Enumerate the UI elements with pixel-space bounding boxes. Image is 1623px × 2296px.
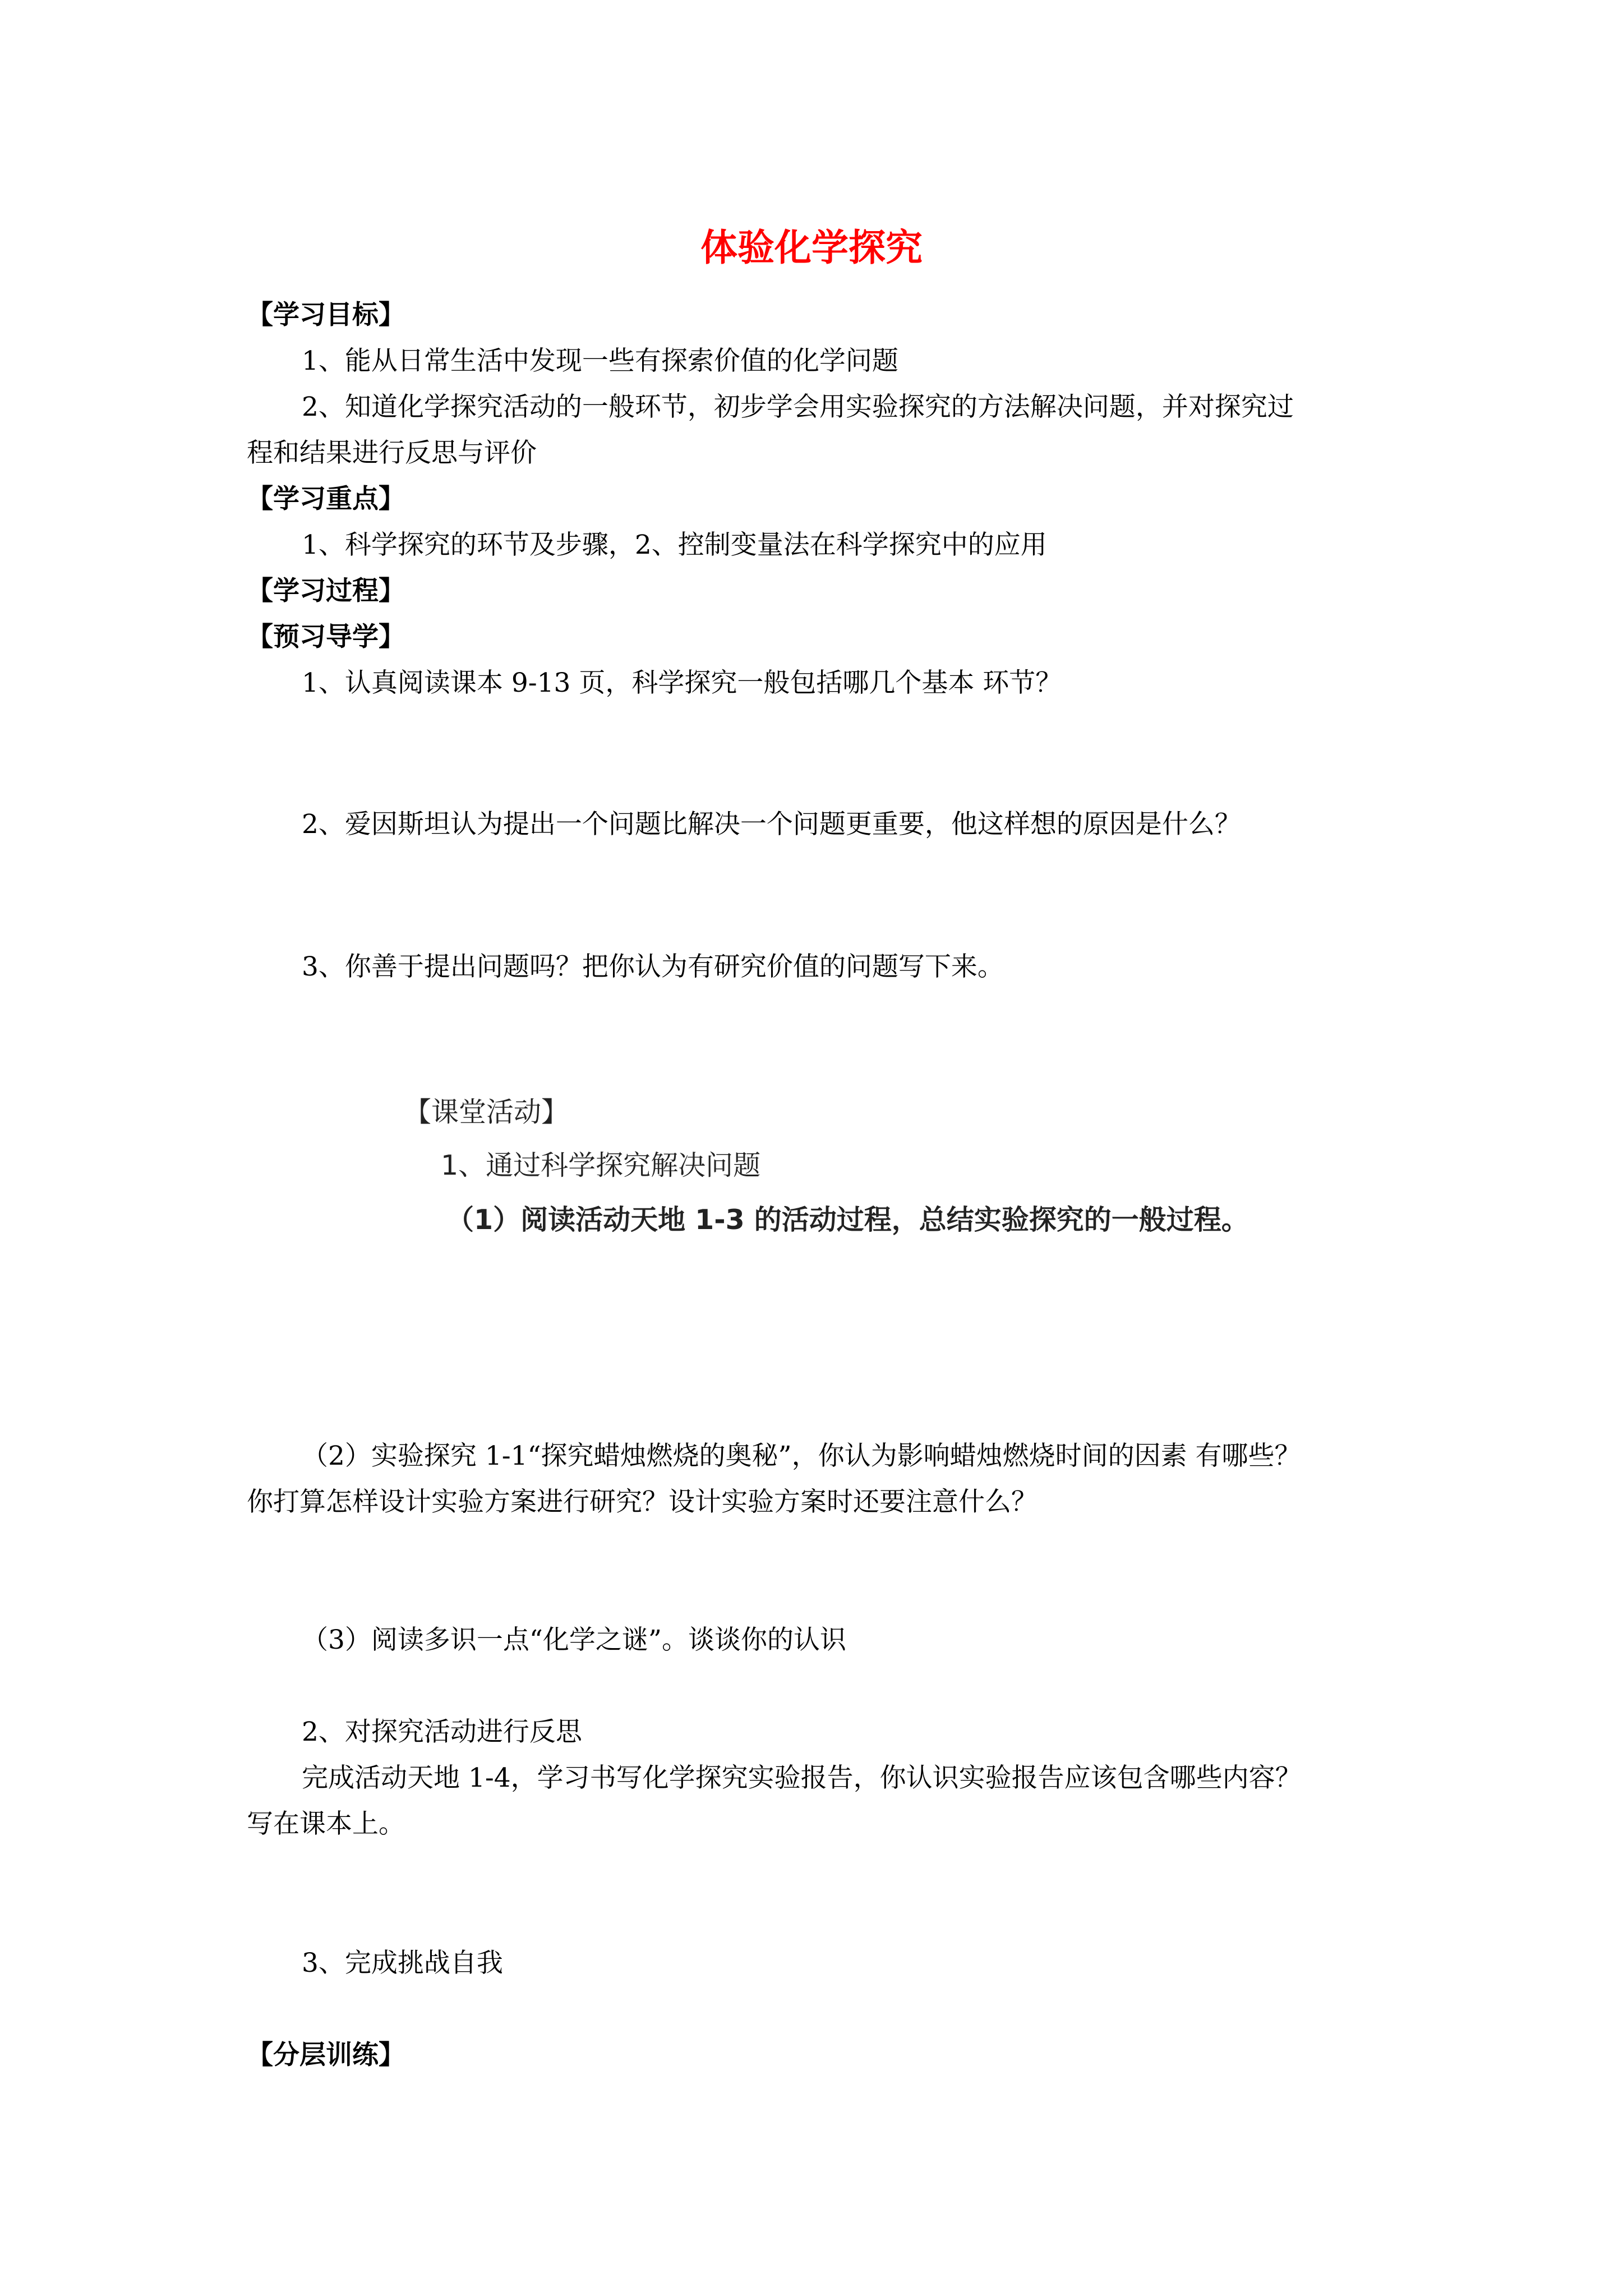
objective-item-1: 1、能从日常生活中发现一些有探索价值的化学问题 bbox=[302, 346, 898, 376]
classroom-sub-2-line-2: 写在课本上。 bbox=[247, 1809, 405, 1839]
classroom-question-3: （3）阅读多识一点“化学之谜”。谈谈你的认识 bbox=[302, 1625, 846, 1655]
classroom-sub-2-line-1: 完成活动天地 1-4，学习书写化学探究实验报告，你认识实验报告应该包含哪些内容？ bbox=[302, 1763, 1302, 1793]
objectives-heading: 【学习目标】 bbox=[247, 300, 405, 330]
process-heading: 【学习过程】 bbox=[247, 576, 405, 606]
classroom-sub-2: 2、对探究活动进行反思 bbox=[302, 1717, 582, 1747]
preview-heading: 【预习导学】 bbox=[247, 622, 405, 652]
classroom-heading: 【课堂活动】 bbox=[404, 1096, 569, 1128]
preview-question-1: 1、认真阅读课本 9-13 页，科学探究一般包括哪几个基本 环节？ bbox=[302, 668, 1062, 698]
objective-item-2-line-2: 程和结果进行反思与评价 bbox=[247, 438, 537, 468]
classroom-question-2-line-1: （2）实验探究 1-1“探究蜡烛燃烧的奥秘”，你认为影响蜡烛燃烧时间的因素 有哪些？ bbox=[302, 1441, 1301, 1471]
classroom-sub-1-question-1: （1）阅读活动天地 1-3 的活动过程，总结实验探究的一般过程。 bbox=[446, 1204, 1249, 1236]
objective-item-2-line-1: 2、知道化学探究活动的一般环节，初步学会用实验探究的方法解决问题，并对探究过 bbox=[302, 392, 1294, 422]
classroom-question-2-line-2: 你打算怎样设计实验方案进行研究？设计实验方案时还要注意什么？ bbox=[247, 1487, 1038, 1517]
key-points-item: 1、科学探究的环节及步骤，2、控制变量法在科学探究中的应用 bbox=[302, 530, 1047, 560]
preview-question-2: 2、爱因斯坦认为提出一个问题比解决一个问题更重要，他这样想的原因是什么？ bbox=[302, 809, 1241, 840]
document-title: 体验化学探究 bbox=[700, 226, 923, 269]
classroom-sub-3: 3、完成挑战自我 bbox=[302, 1948, 503, 1978]
key-points-heading: 【学习重点】 bbox=[247, 484, 405, 514]
classroom-sub-1: 1、通过科学探究解决问题 bbox=[441, 1149, 761, 1181]
preview-question-3: 3、你善于提出问题吗？把你认为有研究价值的问题写下来。 bbox=[302, 951, 1004, 982]
training-heading: 【分层训练】 bbox=[247, 2040, 405, 2070]
